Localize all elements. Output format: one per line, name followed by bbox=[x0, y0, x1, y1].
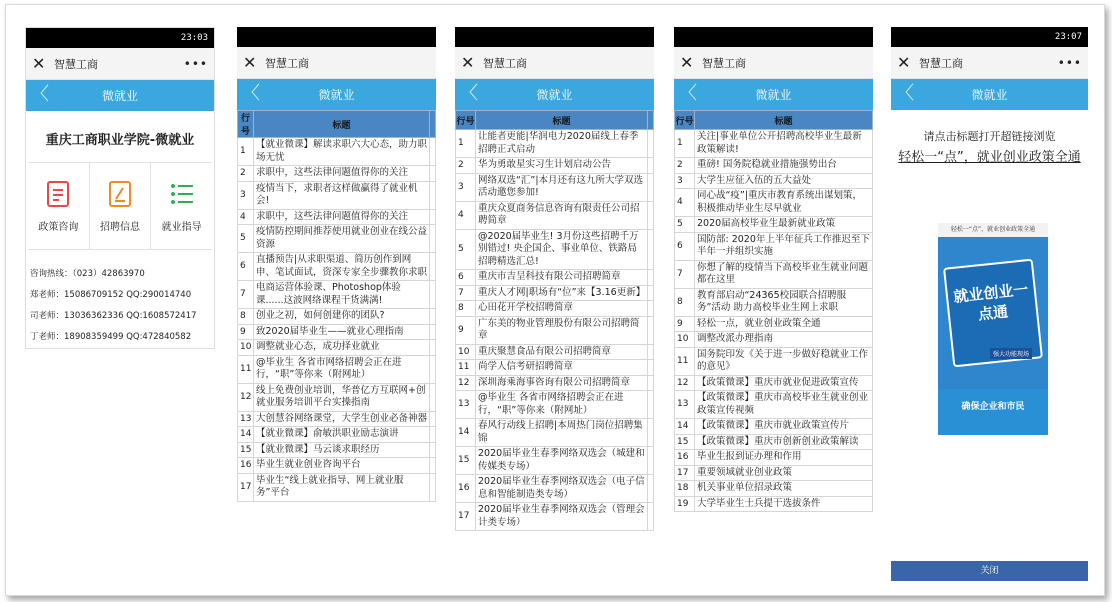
app-title: 智慧工商 bbox=[265, 56, 309, 70]
page-title: 微就业 bbox=[755, 88, 792, 102]
status-time: 23:03 bbox=[180, 33, 208, 43]
page-header bbox=[674, 79, 873, 110]
row-extra-cell bbox=[648, 503, 654, 531]
contact-ding: 丁老师：18908359499 QQ:472840582 bbox=[30, 332, 192, 342]
row-title-link[interactable]: 国务院印发《关于进一步做好稳就业工作的意见》 bbox=[695, 347, 873, 375]
row-number: 9 bbox=[238, 324, 254, 340]
poster-bottom bbox=[938, 389, 1048, 435]
status-bar bbox=[26, 28, 214, 48]
list-icon bbox=[169, 180, 195, 208]
poster-top-text: 轻松一“点”，就业创业政策全通 bbox=[938, 223, 1048, 237]
table-row[interactable] bbox=[675, 232, 873, 260]
page-header bbox=[237, 79, 436, 110]
row-extra-cell bbox=[430, 181, 436, 209]
table-row[interactable] bbox=[456, 375, 654, 391]
more-icon[interactable]: ••• bbox=[183, 56, 208, 71]
row-number: 10 bbox=[456, 344, 476, 360]
row-title-link[interactable]: 【政策微课】重庆市就业政策宣传片 bbox=[695, 419, 873, 435]
row-number: 8 bbox=[238, 309, 254, 325]
row-number: 1 bbox=[238, 138, 254, 166]
col-header-title: 标题 bbox=[254, 111, 430, 138]
menu-policy[interactable] bbox=[28, 163, 90, 249]
row-extra-cell bbox=[648, 344, 654, 360]
row-extra-cell bbox=[648, 285, 654, 301]
phone-policy-list bbox=[674, 27, 873, 581]
app-titlebar bbox=[674, 47, 873, 79]
row-number: 19 bbox=[675, 496, 695, 512]
table-row[interactable] bbox=[238, 355, 436, 383]
row-number: 16 bbox=[456, 475, 476, 503]
page-header bbox=[455, 79, 654, 110]
row-title-link[interactable]: 毕业生“线上就业指导、网上就业服务”平台 bbox=[254, 473, 430, 501]
policy-poster[interactable] bbox=[938, 223, 1048, 435]
row-title-link[interactable]: 调整就业心态，成功择业就业 bbox=[254, 340, 430, 356]
row-title-link[interactable]: 电商运营体验课、Photoshop体验课......这波网络课程干货满满! bbox=[254, 281, 430, 309]
table-row[interactable] bbox=[675, 450, 873, 466]
close-icon[interactable]: ✕ bbox=[461, 53, 475, 72]
row-number: 13 bbox=[675, 391, 695, 419]
page-title: 微就业 bbox=[318, 88, 355, 102]
row-number: 9 bbox=[675, 316, 695, 332]
row-extra-cell bbox=[430, 309, 436, 325]
table-row[interactable] bbox=[675, 391, 873, 419]
row-title-link[interactable]: 【政策微课】重庆市创新创业政策解读 bbox=[695, 434, 873, 450]
row-title-link[interactable]: 重庆人才网|职场有“位”来【3.16更新】 bbox=[476, 285, 648, 301]
menu-recruit[interactable] bbox=[90, 163, 152, 249]
row-extra-cell bbox=[648, 375, 654, 391]
row-title-link[interactable]: 2020届高校毕业生最新就业政策 bbox=[695, 217, 873, 233]
table-row[interactable] bbox=[456, 344, 654, 360]
app-title: 智慧工商 bbox=[919, 56, 963, 70]
row-title-link[interactable]: 教育部启动“24365校园联合招聘服务”活动 助力高校毕业生网上求职 bbox=[695, 288, 873, 316]
row-title-link[interactable]: 重庆市吉呈科技有限公司招聘简章 bbox=[476, 270, 648, 286]
row-extra-cell bbox=[430, 209, 436, 225]
edit-document-icon bbox=[108, 180, 132, 208]
row-title-link[interactable]: 【就业微课】俞敏洪职业励志演讲 bbox=[254, 427, 430, 443]
row-extra-cell bbox=[430, 383, 436, 411]
table-row[interactable] bbox=[675, 434, 873, 450]
row-extra-cell bbox=[648, 419, 654, 447]
status-bar bbox=[891, 27, 1088, 47]
table-row[interactable] bbox=[456, 173, 654, 201]
row-number: 10 bbox=[675, 332, 695, 348]
row-extra-cell bbox=[430, 442, 436, 458]
table-row[interactable] bbox=[675, 217, 873, 233]
row-number: 12 bbox=[456, 375, 476, 391]
status-bar bbox=[237, 27, 436, 47]
row-number: 16 bbox=[675, 450, 695, 466]
row-extra-cell bbox=[430, 138, 436, 166]
row-extra-cell bbox=[648, 316, 654, 344]
row-title-link[interactable]: 大学毕业生士兵提干选拔条件 bbox=[695, 496, 873, 512]
row-extra-cell bbox=[648, 158, 654, 174]
table-row[interactable] bbox=[675, 158, 873, 174]
article-table bbox=[237, 110, 436, 502]
row-title-link[interactable]: 国防部: 2020年上半年征兵工作推迟至下半年一并组织实施 bbox=[695, 232, 873, 260]
row-title-link[interactable]: 广东美的物业管理股份有限公司招聘简章 bbox=[476, 316, 648, 344]
article-table bbox=[674, 110, 873, 512]
table-row[interactable] bbox=[238, 427, 436, 443]
col-header-title: 标题 bbox=[695, 111, 873, 130]
table-row[interactable] bbox=[456, 201, 654, 229]
table-row[interactable] bbox=[456, 503, 654, 531]
row-number: 6 bbox=[675, 232, 695, 260]
app-title: 智慧工商 bbox=[483, 56, 527, 70]
row-number: 11 bbox=[675, 347, 695, 375]
row-title-link[interactable]: 【就业微课】马云谈求职经历 bbox=[254, 442, 430, 458]
table-row[interactable] bbox=[456, 475, 654, 503]
table-row[interactable] bbox=[238, 209, 436, 225]
row-number: 13 bbox=[456, 391, 476, 419]
table-row[interactable] bbox=[675, 316, 873, 332]
table-row[interactable] bbox=[238, 473, 436, 501]
row-title-link[interactable]: 重要领域就业创业政策 bbox=[695, 465, 873, 481]
row-number: 4 bbox=[675, 189, 695, 217]
row-title-link[interactable]: 【政策微课】重庆市高校毕业生就业创业政策宣传视频 bbox=[695, 391, 873, 419]
row-extra-cell bbox=[648, 475, 654, 503]
back-icon[interactable]: 〈 bbox=[31, 84, 49, 105]
row-number: 6 bbox=[238, 253, 254, 281]
table-row[interactable] bbox=[456, 130, 654, 158]
row-extra-cell bbox=[430, 340, 436, 356]
row-extra-cell bbox=[430, 355, 436, 383]
back-icon[interactable]: 〈 bbox=[896, 83, 914, 104]
menu-guidance-label: 就业指导 bbox=[161, 221, 202, 233]
close-icon[interactable]: ✕ bbox=[32, 54, 46, 73]
row-number: 9 bbox=[456, 316, 476, 344]
screenshot-collage bbox=[5, 4, 1105, 596]
table-row[interactable] bbox=[675, 288, 873, 316]
table-row[interactable] bbox=[238, 411, 436, 427]
table-row[interactable] bbox=[675, 496, 873, 512]
row-title-link[interactable]: @毕业生 各省市网络招聘会正在进行，“职”等你来（附网址） bbox=[254, 355, 430, 383]
status-bar bbox=[455, 27, 654, 47]
back-icon[interactable]: 〈 bbox=[460, 83, 478, 104]
article-hint: 请点击标题打开超链接浏览 bbox=[923, 130, 1056, 143]
app-titlebar bbox=[237, 47, 436, 79]
phone-guidance-list bbox=[237, 27, 436, 581]
page-header bbox=[26, 80, 214, 111]
row-title-link[interactable]: 直播预告|从求职渠道、简历创作到网申、笔试面试，资深专家全步骤教你求职 bbox=[254, 253, 430, 281]
page-title: 微就业 bbox=[971, 88, 1008, 102]
row-extra-cell bbox=[648, 201, 654, 229]
table-row[interactable] bbox=[675, 419, 873, 435]
row-extra-cell bbox=[430, 225, 436, 253]
table-row[interactable] bbox=[238, 442, 436, 458]
menu-policy-label: 政策咨询 bbox=[38, 221, 79, 233]
row-title-link[interactable]: 重磅! 国务院稳就业措施强势出台 bbox=[695, 158, 873, 174]
table-row[interactable] bbox=[675, 465, 873, 481]
col-header-extra bbox=[648, 111, 654, 130]
table-row[interactable] bbox=[675, 347, 873, 375]
col-header-num: 行号 bbox=[238, 111, 254, 138]
table-row[interactable] bbox=[456, 285, 654, 301]
table-row[interactable] bbox=[238, 181, 436, 209]
row-title-link[interactable]: 重庆众夏商务信息咨询有限责任公司招聘简章 bbox=[476, 201, 648, 229]
row-number: 12 bbox=[238, 383, 254, 411]
row-title-link[interactable]: 致2020届毕业生——就业心理指南 bbox=[254, 324, 430, 340]
row-number: 15 bbox=[675, 434, 695, 450]
phone-recruit-list bbox=[455, 27, 654, 581]
close-button[interactable]: 关闭 bbox=[891, 561, 1088, 581]
table-row[interactable] bbox=[456, 316, 654, 344]
table-row[interactable] bbox=[238, 458, 436, 474]
app-title: 智慧工商 bbox=[702, 56, 746, 70]
poster-headline: 就业创业一点通 bbox=[943, 259, 1043, 368]
row-extra-cell bbox=[430, 166, 436, 182]
table-row[interactable] bbox=[456, 229, 654, 270]
article-table bbox=[455, 110, 654, 531]
row-title-link[interactable]: 网络双选“汇”|本月还有这九所大学双选活动邀您参加! bbox=[476, 173, 648, 201]
phone-home bbox=[25, 27, 215, 349]
row-number: 5 bbox=[675, 217, 695, 233]
row-number: 13 bbox=[238, 411, 254, 427]
row-number: 14 bbox=[238, 427, 254, 443]
row-title-link[interactable]: 春风行动线上招聘|本周热门岗位招聘集锦 bbox=[476, 419, 648, 447]
table-row[interactable] bbox=[675, 260, 873, 288]
row-title-link[interactable]: 机关事业单位招录政策 bbox=[695, 481, 873, 497]
status-time: 23:07 bbox=[1054, 32, 1082, 42]
table-row[interactable] bbox=[675, 173, 873, 189]
row-title-link[interactable]: 调整改派办理指南 bbox=[695, 332, 873, 348]
table-row[interactable] bbox=[456, 360, 654, 376]
row-extra-cell bbox=[430, 253, 436, 281]
app-titlebar bbox=[891, 47, 1088, 79]
table-row[interactable] bbox=[675, 332, 873, 348]
app-title: 智慧工商 bbox=[54, 57, 98, 71]
table-row[interactable] bbox=[238, 166, 436, 182]
row-number: 3 bbox=[675, 173, 695, 189]
row-number: 14 bbox=[675, 419, 695, 435]
row-number: 8 bbox=[675, 288, 695, 316]
close-icon[interactable]: ✕ bbox=[243, 53, 257, 72]
row-title-link[interactable]: 创业之初，如何创建你的团队? bbox=[254, 309, 430, 325]
row-extra-cell bbox=[648, 391, 654, 419]
table-row[interactable] bbox=[675, 375, 873, 391]
table-row[interactable] bbox=[238, 309, 436, 325]
table-row[interactable] bbox=[238, 225, 436, 253]
row-title-link[interactable]: 毕业生就业创业咨询平台 bbox=[254, 458, 430, 474]
table-row[interactable] bbox=[456, 158, 654, 174]
row-title-link[interactable]: @2020届毕业生! 3月份这些招聘千万别错过! 央企国企、事业单位、铁路局招聘精选汇总! bbox=[476, 229, 648, 270]
row-title-link[interactable]: 重庆聚慧食品有限公司招聘简章 bbox=[476, 344, 648, 360]
app-titlebar bbox=[455, 47, 654, 79]
menu-recruit-label: 招聘信息 bbox=[100, 221, 140, 233]
row-number: 3 bbox=[456, 173, 476, 201]
row-extra-cell bbox=[430, 458, 436, 474]
row-extra-cell bbox=[648, 447, 654, 475]
table-row[interactable] bbox=[238, 340, 436, 356]
page-title: 微就业 bbox=[101, 89, 138, 103]
page-header bbox=[891, 79, 1088, 110]
row-number: 7 bbox=[456, 285, 476, 301]
table-row[interactable] bbox=[675, 481, 873, 497]
col-header-title: 标题 bbox=[476, 111, 648, 130]
table-row[interactable] bbox=[675, 130, 873, 158]
row-title-link[interactable]: 毕业生报到证办理和作用 bbox=[695, 450, 873, 466]
row-title-link[interactable]: 心田花开学校招聘简章 bbox=[476, 301, 648, 317]
row-extra-cell bbox=[430, 427, 436, 443]
row-title-link[interactable]: 2020届毕业生春季网络双选会（电子信息和智能制造类专场） bbox=[476, 475, 648, 503]
row-title-link[interactable]: 2020届毕业生春季网络双选会（城建和传媒类专场） bbox=[476, 447, 648, 475]
row-number: 14 bbox=[456, 419, 476, 447]
phone-article bbox=[891, 27, 1088, 581]
contact-zheng: 郑老师：15086709152 QQ:290014740 bbox=[30, 290, 192, 300]
row-extra-cell bbox=[430, 281, 436, 309]
contact-hotline: 咨询热线：（023）42863970 bbox=[30, 269, 145, 279]
row-title-link[interactable]: 大学生应征入伍的五大益处 bbox=[695, 173, 873, 189]
row-number: 4 bbox=[238, 209, 254, 225]
more-icon[interactable]: ••• bbox=[1057, 55, 1082, 70]
table-row[interactable] bbox=[238, 324, 436, 340]
row-number: 1 bbox=[675, 130, 695, 158]
back-icon[interactable]: 〈 bbox=[679, 83, 697, 104]
app-titlebar bbox=[26, 48, 214, 80]
row-title-link[interactable]: 尚学人信考研招聘简章 bbox=[476, 360, 648, 376]
row-number: 3 bbox=[238, 181, 254, 209]
row-title-link[interactable]: 华为勇敢星实习生计划启动公告 bbox=[476, 158, 648, 174]
row-number: 2 bbox=[238, 166, 254, 182]
row-title-link[interactable]: 求职中，这些法律问题值得你的关注 bbox=[254, 209, 430, 225]
home-title: 重庆工商职业学院-微就业 bbox=[45, 133, 195, 148]
status-bar bbox=[674, 27, 873, 47]
row-title-link[interactable]: 同心战“疫”|重庆市教育系统出谋划策，积极推动毕业生尽早就业 bbox=[695, 189, 873, 217]
row-number: 5 bbox=[456, 229, 476, 270]
row-extra-cell bbox=[430, 411, 436, 427]
contact-list bbox=[26, 264, 214, 348]
row-title-link[interactable]: 疫情当下，求职者这样做赢得了就业机会! bbox=[254, 181, 430, 209]
menu-grid bbox=[28, 162, 212, 250]
row-number: 8 bbox=[456, 301, 476, 317]
table-row[interactable] bbox=[675, 189, 873, 217]
table-row[interactable] bbox=[456, 419, 654, 447]
table-row[interactable] bbox=[456, 391, 654, 419]
row-number: 17 bbox=[456, 503, 476, 531]
page-title: 微就业 bbox=[536, 88, 573, 102]
row-number: 16 bbox=[238, 458, 254, 474]
row-title-link[interactable]: 求职中，这些法律问题值得你的关注 bbox=[254, 166, 430, 182]
row-title-link[interactable]: 【政策微课】重庆市就业促进政策宣传 bbox=[695, 375, 873, 391]
row-number: 10 bbox=[238, 340, 254, 356]
row-extra-cell bbox=[648, 173, 654, 201]
row-title-link[interactable]: 你想了解的疫情当下高校毕业生就业问题都在这里 bbox=[695, 260, 873, 288]
row-title-link[interactable]: 【就业微课】解读求职六大心态，助力职场无忧 bbox=[254, 138, 430, 166]
row-number: 12 bbox=[675, 375, 695, 391]
document-icon bbox=[46, 180, 70, 208]
row-number: 5 bbox=[238, 225, 254, 253]
row-title-link[interactable]: 大创慧谷网络课堂，大学生创业必备神器 bbox=[254, 411, 430, 427]
poster-bottom-text: 确保企业和市民 bbox=[961, 402, 1025, 412]
back-icon[interactable]: 〈 bbox=[242, 83, 260, 104]
table-row[interactable] bbox=[238, 138, 436, 166]
col-header-num: 行号 bbox=[675, 111, 695, 130]
row-number: 7 bbox=[238, 281, 254, 309]
row-extra-cell bbox=[648, 270, 654, 286]
row-extra-cell bbox=[648, 130, 654, 158]
row-extra-cell bbox=[648, 229, 654, 270]
row-number: 18 bbox=[675, 481, 695, 497]
row-title-link[interactable]: 深圳海乘海事咨询有限公司招聘简章 bbox=[476, 375, 648, 391]
row-number: 11 bbox=[456, 360, 476, 376]
row-number: 15 bbox=[238, 442, 254, 458]
row-number: 17 bbox=[675, 465, 695, 481]
row-number: 6 bbox=[456, 270, 476, 286]
table-row[interactable] bbox=[238, 281, 436, 309]
table-row[interactable] bbox=[456, 301, 654, 317]
menu-guidance[interactable] bbox=[151, 163, 212, 249]
row-number: 7 bbox=[675, 260, 695, 288]
table-row[interactable] bbox=[238, 253, 436, 281]
row-number: 17 bbox=[238, 473, 254, 501]
col-header-extra bbox=[430, 111, 436, 138]
row-title-link[interactable]: 疫情防控期间推荐使用就业创业在线公益资源 bbox=[254, 225, 430, 253]
row-extra-cell bbox=[430, 473, 436, 501]
row-number: 2 bbox=[675, 158, 695, 174]
row-title-link[interactable]: 线上免费创业培训，华普亿方互联网+创就业服务培训平台实操指南 bbox=[254, 383, 430, 411]
contact-si: 司老师：13036362336 QQ:1608572417 bbox=[30, 311, 197, 321]
table-row[interactable] bbox=[456, 270, 654, 286]
row-number: 11 bbox=[238, 355, 254, 383]
row-title-link[interactable]: @毕业生 各省市网络招聘会正在进行，“职”等你来（附网址） bbox=[476, 391, 648, 419]
row-title-link[interactable]: 让能者更能|华润电力2020届线上春季招聘正式启动 bbox=[476, 130, 648, 158]
row-title-link[interactable]: 关注|事业单位公开招聘高校毕业生最新政策解读! bbox=[695, 130, 873, 158]
row-number: 4 bbox=[456, 201, 476, 229]
article-link[interactable]: 轻松一“点”，就业创业政策全通 bbox=[898, 150, 1081, 165]
col-header-num: 行号 bbox=[456, 111, 476, 130]
close-icon[interactable]: ✕ bbox=[680, 53, 694, 72]
table-row[interactable] bbox=[456, 447, 654, 475]
row-extra-cell bbox=[430, 324, 436, 340]
table-row[interactable] bbox=[238, 383, 436, 411]
row-extra-cell bbox=[648, 360, 654, 376]
row-number: 2 bbox=[456, 158, 476, 174]
row-number: 1 bbox=[456, 130, 476, 158]
row-extra-cell bbox=[648, 301, 654, 317]
close-icon[interactable]: ✕ bbox=[897, 53, 911, 72]
row-title-link[interactable]: 2020届毕业生春季网络双选会（管理会计类专场） bbox=[476, 503, 648, 531]
poster-tag: 强大功能现场 bbox=[990, 348, 1032, 359]
row-title-link[interactable]: 轻松一点，就业创业政策全通 bbox=[695, 316, 873, 332]
row-number: 15 bbox=[456, 447, 476, 475]
